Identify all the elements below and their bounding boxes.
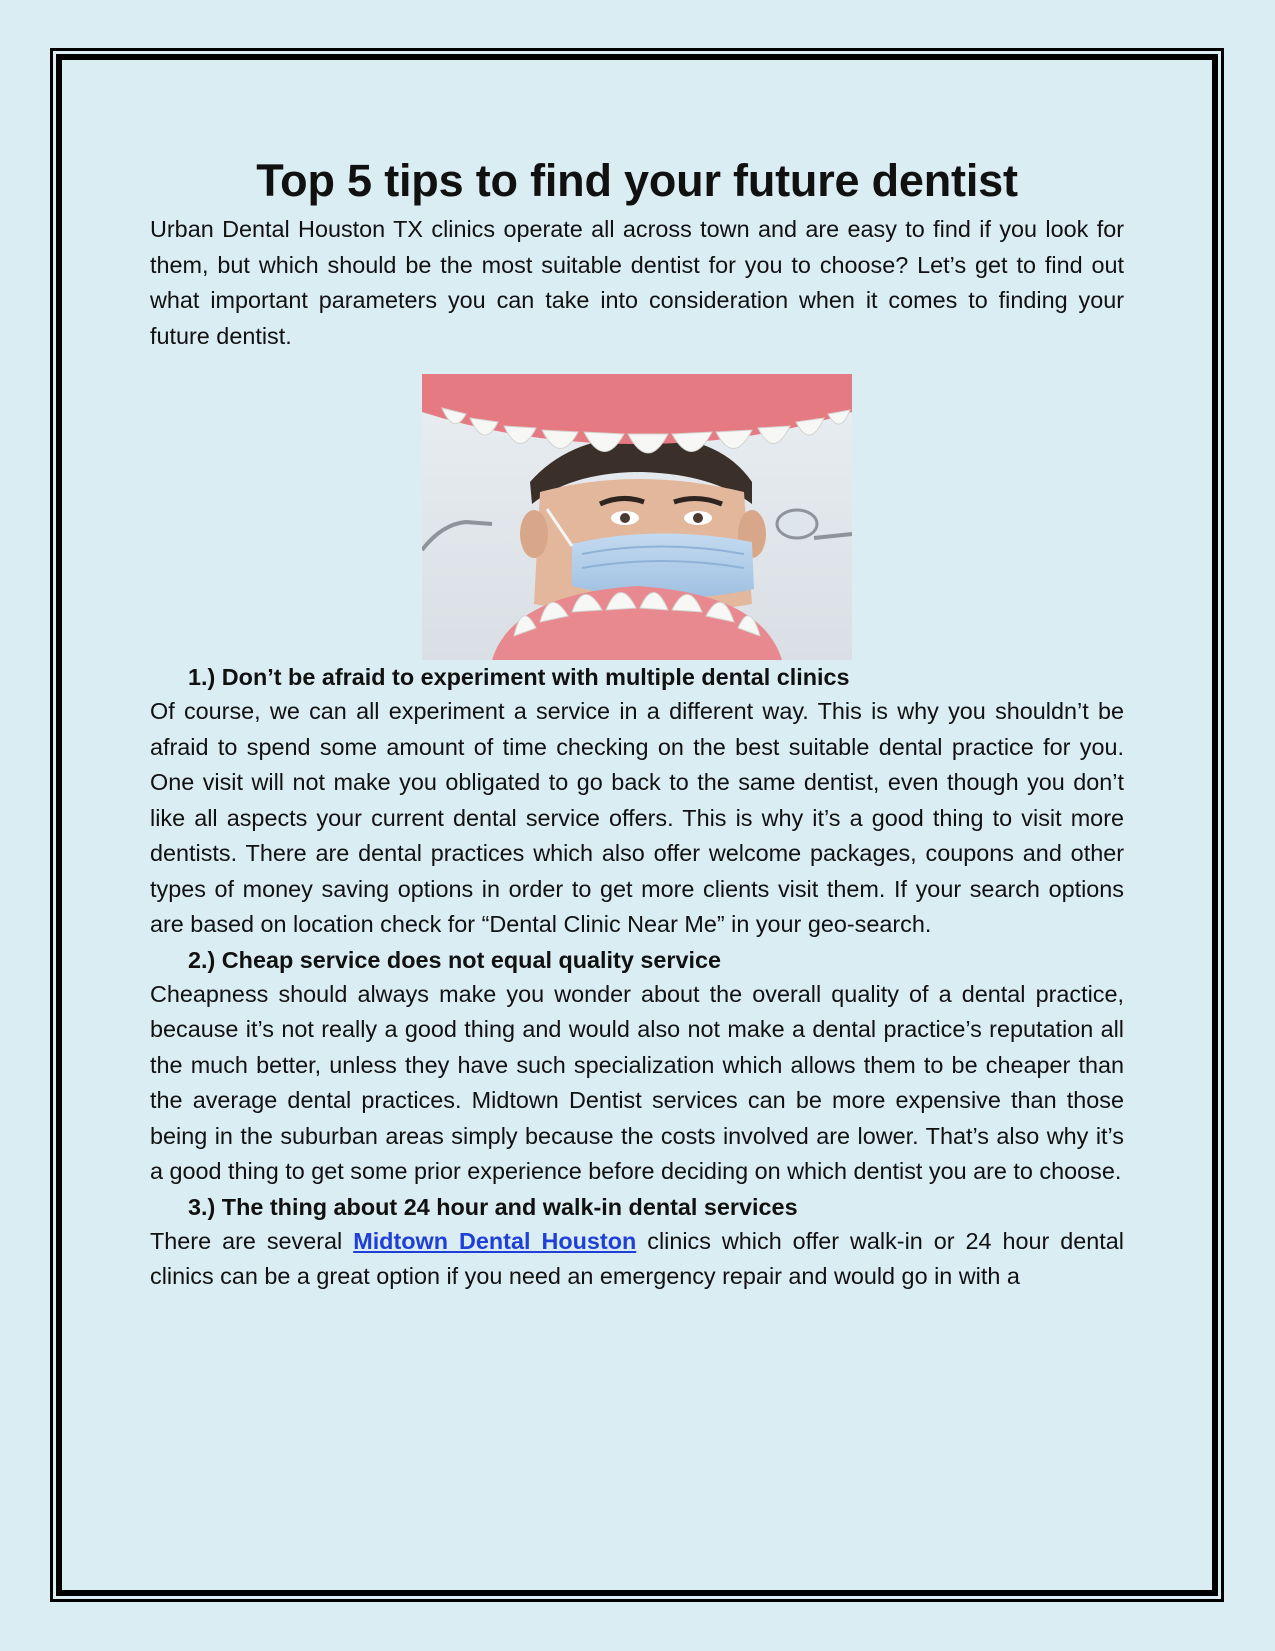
section-1-heading: 1.) Don’t be afraid to experiment with multiple dental clinics <box>188 664 850 690</box>
section-3-heading: 3.) The thing about 24 hour and walk-in dental services <box>188 1193 798 1220</box>
section-2-heading: 2.) Cheap service does not equal quality service <box>188 946 721 973</box>
hero-image-container <box>150 374 1124 660</box>
midtown-dental-houston-link[interactable]: Midtown Dental Houston <box>353 1227 637 1254</box>
section-3-body-before-link: There are several <box>150 1227 354 1254</box>
section-3-body-after-link: clinics which offer walk-in or 24 hour dental clinics can be a great option if you need an emergency repair and would go in with a <box>150 1227 1125 1289</box>
intro-paragraph: Urban Dental Houston TX clinics operate all across town and are easy to find if you look for them, but which should be the most suitable dentist for you to choose? Let’s get to find out what important parameters you can take into consideration when it comes to finding your future dentist. <box>150 216 1124 349</box>
document-title: Top 5 tips to find your future dentist <box>256 155 1018 206</box>
document-content <box>150 150 1124 1295</box>
section-3-body <box>150 1224 1124 1295</box>
dentist-with-mask-image <box>422 374 852 660</box>
section-2-body: Cheapness should always make you wonder about the overall quality of a dental practice, because it’s not really a good thing and would also not make a dental practice’s reputation all the much better, unless they have such specialization which allows them to be cheaper than the average dental practices. Midtown Dentist services can be more expensive than those being in the suburban areas simply because the costs involved are lower. That’s also why it’s a good thing to get some prior experience before deciding on which dentist you are to choose. <box>150 980 1124 1184</box>
section-1-body: Of course, we can all experiment a service in a different way. This is why you shouldn’t be afraid to spend some amount of time checking on the best suitable dental practice for you. One visit will not make you obligated to go back to the same dentist, even though you don’t like all aspects your current dental service offers. This is why it’s a good thing to visit more dentists. There are dental practices which also offer welcome packages, coupons and other types of money saving options in order to get more clients visit them. If your search options are based on location check for “Dental Clinic Near Me” in your geo-search. <box>150 698 1124 937</box>
